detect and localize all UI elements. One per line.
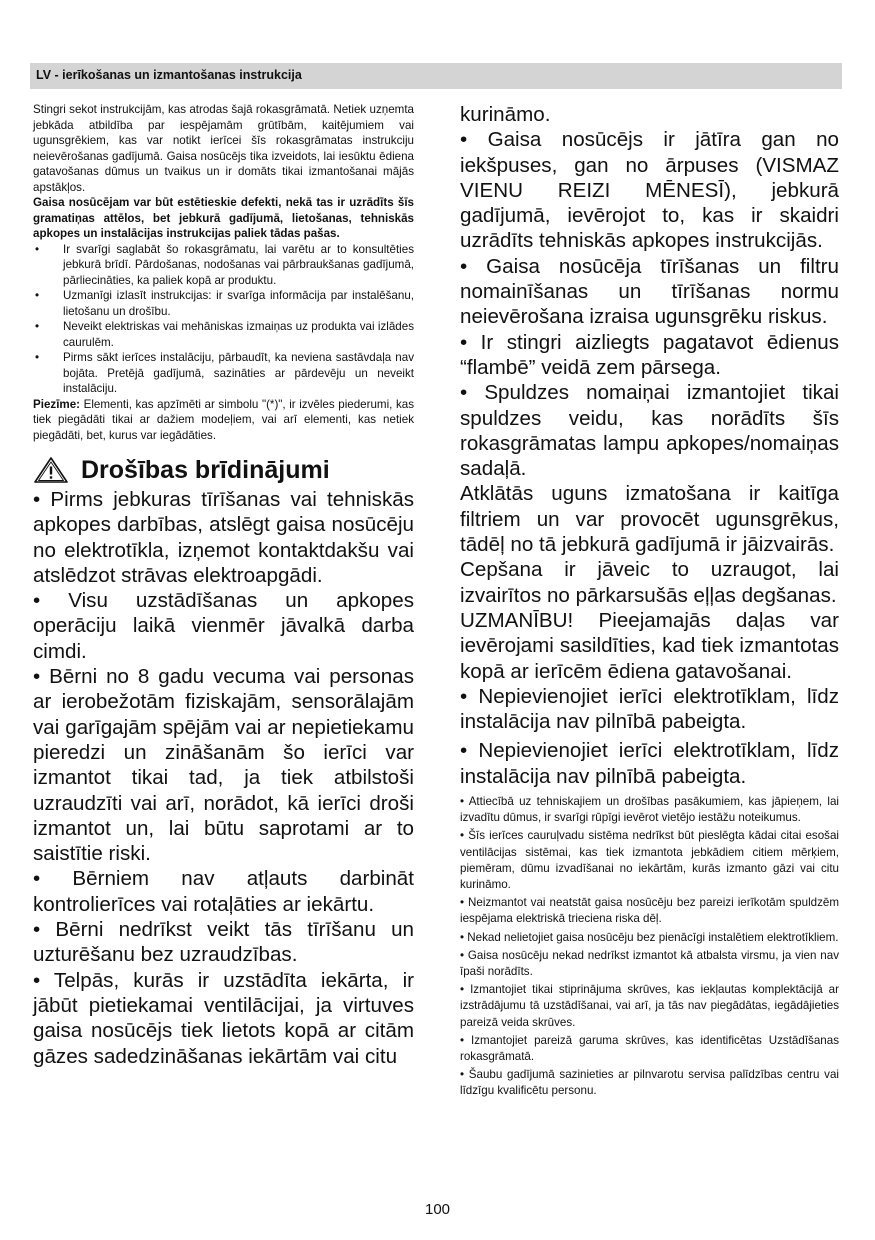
intro-bullet-list [33, 242, 414, 397]
note-text: Elementi, kas apzīmēti ar simbolu "(*)", ir izvēles piederumi, kas tiek piegādāti tikai ar dažiem modeļiem, vai arī elementi, kas netiek piegādāti, bet, kurus var iegādāties. [33, 397, 414, 442]
header-bar [30, 63, 842, 89]
warning-paragraph: Cepšana ir jāveic to uzraugot, lai izvairītos no pārkarsušās eļļas degšanas. [460, 558, 839, 607]
note-label: Piezīme: [33, 397, 81, 411]
warning-paragraph: UZMANĪBU! Pieejamajās daļas var ievērojami sasildīties, kad tiek izmantotas kopā ar ierīcēm ēdiena gatavošanai. [460, 608, 839, 683]
warning-paragraph: • Bērniem nav atļauts darbināt kontrolierīces vai rotaļāties ar iekārtu. [33, 867, 414, 916]
warning-paragraph: Atklātās uguns izmatošana ir kaitīga filtriem un var provocēt ugunsgrēkus, tādēļ no tā jebkurā gadījumā ir jāizvairās. [460, 482, 839, 557]
list-item: • Uzmanīgi izlasīt instrukcijas: ir svarīga informācija par instalēšanu, lietošanu un drošību. [33, 288, 414, 319]
warning-paragraph: • Nepievienojiet ierīci elektrotīklam, līdz instalācija nav pilnībā pabeigta. [460, 684, 839, 734]
warning-paragraph: kurināmo. [460, 103, 551, 126]
warning-paragraph: • Bērni nedrīkst veikt tās tīrīšanu un uzturēšanu bez uzraudzības. [33, 918, 414, 967]
warning-paragraph: • Gaisa nosūcējs ir jātīra gan no iekšpuses, gan no ārpuses (VISMAZ VIENU REIZI MĒNESĪ), jebkurā gadījumā, ievērojot to, kas ir skaidri uzrādīts tehniskās apkopes instrukcijās. [460, 128, 839, 253]
left-column [33, 102, 414, 1069]
section-heading [33, 455, 414, 485]
small-warning-paragraph: • Nekad nelietojiet gaisa nosūcēju bez pienācīgi instalētiem elektrotīkliem. [460, 930, 839, 944]
warning-paragraph: • Telpās, kurās ir uzstādīta iekārta, ir jābūt pietiekamai ventilācijai, ja virtuves gaisa nosūcējs tiek lietots kopā ar citām gāzes sadedzināšanas iekārtām vai citu [33, 968, 414, 1068]
small-warning-paragraph: • Attiecībā uz tehniskajiem un drošības pasākumiem, kas jāpieņem, lai izvadītu dūmus, ir svarīgi rūpīgi ievērot vietējo iestāžu noteikumus. [460, 795, 839, 825]
warning-paragraph: • Visu uzstādīšanas un apkopes operāciju laikā vienmēr jāvalkā darba cimdi. [33, 589, 414, 663]
warning-paragraph: • Bērni no 8 gadu vecuma vai personas ar ierobežotām fiziskajām, sensorālajām vai garīgajām spējām vai ar nepietiekamu pieredzi un zināšanām šo ierīci var izmantot tikai tad, ja tiek atbilstoši uzraudzīti vai arī, norādot, kā ierīci droši izmantot un, lai būtu saprotami ar to saistītie riski. [33, 665, 414, 866]
warning-paragraph: • Ir stingri aizliegts pagatavot ēdienus “flambē” veidā zem pārsega. [460, 330, 839, 379]
note-paragraph [33, 397, 414, 444]
small-warning-paragraph: • Neizmantot vai neatstāt gaisa nosūcēju bez pareizi ierīkotām spuldzēm iespējama elektriskā trieciena riska dēļ. [460, 896, 839, 926]
list-item: • Neveikt elektriskas vai mehāniskas izmaiņas uz produkta vai izlādes caurulēm. [33, 319, 414, 350]
section-title: Drošības brīdinājumi [81, 456, 330, 484]
small-warning-paragraph: • Izmantojiet pareizā garuma skrūves, kas identificētas Uzstādīšanas rokasgrāmatā. [460, 1033, 839, 1064]
small-warning-paragraph: • Šīs ierīces cauruļvadu sistēma nedrīkst būt pieslēgta kādai citai esošai ventilācijas sistēmai, kas tiek izmantota jebkādiem citiem mērķiem, piemēram, dūmu izvadīšanai no iekārtām, kurās izmanto gāzi vai citu kurināmo. [460, 829, 839, 892]
warning-triangle-icon [33, 456, 69, 484]
warning-paragraph: • Spuldzes nomaiņai izmantojiet tikai spuldzes veidu, kas norādīts šīs rokasgrāmatas lampu apkopes/nomaiņas sadaļā. [460, 381, 839, 481]
small-warning-paragraph: • Šaubu gadījumā sazinieties ar pilnvarotu servisa palīdzības centru vai līdzīgu kvalificētu personu. [460, 1068, 839, 1098]
list-item: • Ir svarīgi saglabāt šo rokasgrāmatu, lai varētu ar to konsultēties jebkurā brīdī. Pārdošanas, nodošanas vai pārbraukšanas gadījumā, pārliecināties, ka paliek kopā ar produktu. [33, 242, 414, 289]
warning-paragraph: • Pirms jebkuras tīrīšanas vai tehniskās apkopes darbības, atslēgt gaisa nosūcēju no elektrotīkla, izņemot kontaktdakšu vai atslēdzot strāvas elektroapgādi. [33, 488, 414, 587]
right-column [460, 102, 839, 1102]
page-number: 100 [424, 1201, 451, 1218]
header-title: LV - ierīkošanas un izmantošanas instrukcija [36, 68, 302, 82]
small-warning-paragraph: • Izmantojiet tikai stiprinājuma skrūves, kas iekļautas komplektācijā ar izstrādājumu tā uzstādīšanai, vai arī, ja tās nav piegādātas, iegādājieties pareizā veida skrūves. [460, 983, 839, 1029]
warning-paragraph: • Nepievienojiet ierīci elektrotīklam, līdz instalācija nav pilnībā pabeigta. [460, 739, 839, 788]
intro-paragraph: Stingri sekot instrukcijām, kas atrodas šajā rokasgrāmatā. Netiek uzņemta jebkāda atbildība par iespējamām grūtībām, kaitējumiem vai ugunsgrēkiem, kas var notikt ierīcei šīs rokasgrāmatas instrukciju neievērošanas gadījumā. Gaisa nosūcējs tika izveidots, lai iesūktu ēdiena gatavošanas dūmus un tvaikus un ir domāts tikai izmantošanai mājās apstākļos. [33, 103, 414, 194]
list-item: • Pirms sākt ierīces instalāciju, pārbaudīt, ka neviena sastāvdaļa nav bojāta. Pretējā gadījumā, sazināties ar pārdevēju un neveikt instalāciju. [33, 350, 414, 397]
bold-paragraph: Gaisa nosūcējam var būt estētieskie defekti, nekā tas ir uzrādīts šīs gramatiņas attēlos, bet jebkurā gadījumā, lietošanas, tehniskās apkopes un instalācijas instrukcijas paliek tādas pašas. [33, 196, 414, 240]
warning-paragraph: • Gaisa nosūcēja tīrīšanas un filtru nomainīšanas un tīrīšanas normu neievērošana izraisa ugunsgrēku riskus. [460, 254, 839, 329]
small-warning-paragraph: • Gaisa nosūcēju nekad nedrīkst izmantot kā atbalsta virsmu, ja vien nav īpaši norādīts. [460, 948, 839, 979]
